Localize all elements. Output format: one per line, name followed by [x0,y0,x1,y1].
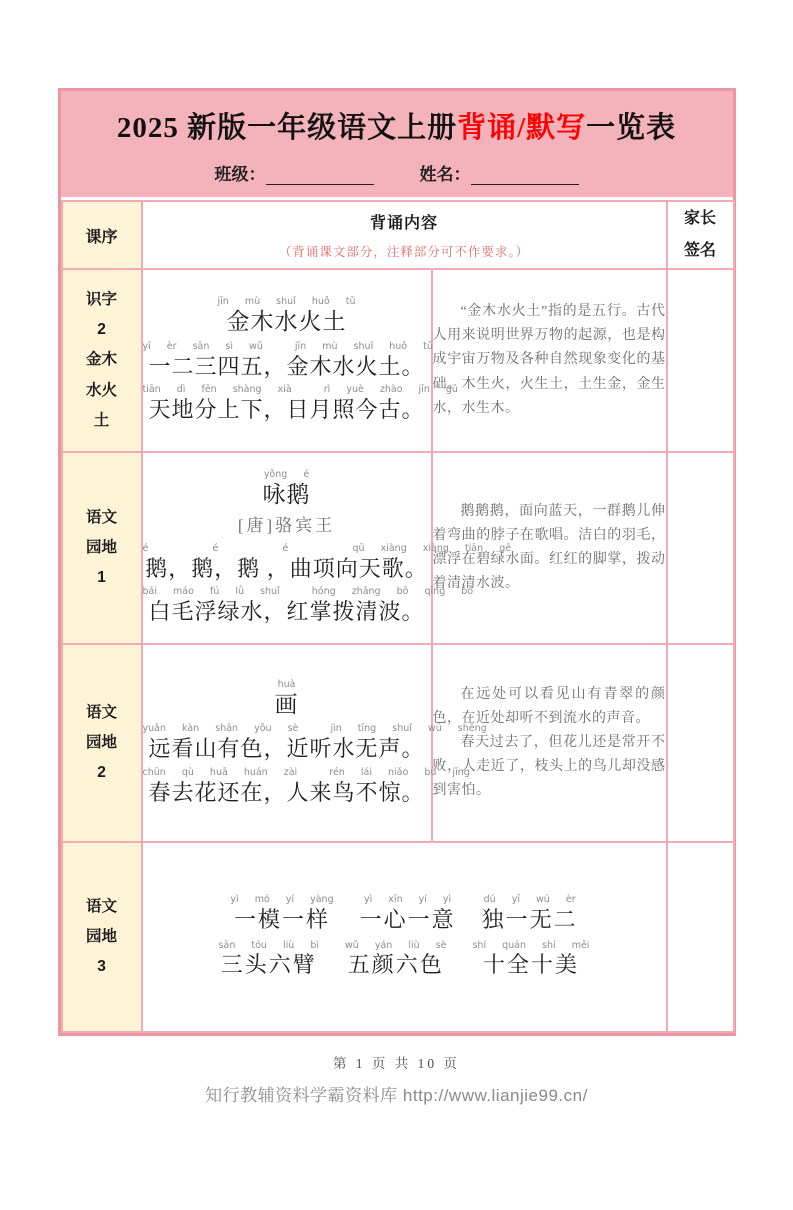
parent-sign-label-line1: 家长 [684,210,717,227]
lesson-label-line: 金木 [85,351,117,369]
annotation-paragraph: 鹅鹅鹅，面向蓝天，一群鹅儿伸着弯曲的脖子在歌唱。洁白的羽毛，漂浮在碧绿水面。红红的脚掌，拨动着清清水波。 [432,503,666,592]
class-name-line [61,160,733,185]
pinyin-text: yì xīn yí yì [364,894,452,906]
pinyin-text: é é é qū xiàng xiàng tiān gē [142,543,512,555]
annotation-paragraph: 春天过去了，但花儿还是常开不败，人走近了，枝头上的鸟儿却没感到害怕。 [432,734,666,799]
name-label: 姓名： [419,165,471,184]
table-header-row [62,201,734,269]
table-row [62,644,734,842]
annotation-paragraph: 在远处可以看见山有青翠的颜色，在近处却听不到流水的声音。 [432,686,666,726]
poem-line [143,941,666,979]
hanzi-text: 天地分上下，日月照今古。 [148,397,425,423]
poem-line [143,515,431,536]
idiom-group [345,941,446,979]
parent-signature-cell [667,269,734,452]
lesson-label-line: 土 [93,411,110,429]
column-header-content [142,201,667,269]
idiom-group [360,895,456,933]
page-number: 第 1 页 共 10 页 [332,1056,461,1071]
hanzi-text: 画 [274,691,299,717]
poem-line [143,470,431,510]
poem-line [142,586,474,625]
hanzi-text: 三头六臂 [220,952,317,978]
poem-line [143,342,431,380]
hanzi-text: 金木水火土 [226,309,347,335]
poem-line [142,723,487,762]
lesson-label-line: 水火 [85,381,117,399]
column-header-lesson: 课序 [62,201,142,269]
lesson-label-line: 2 [97,321,106,339]
idiom-group [472,941,589,979]
recitation-content-cell [142,269,458,452]
hanzi-text: 春去花还在，人来鸟不惊。 [148,779,425,805]
poem-line [142,766,470,806]
name-blank-field [471,169,579,185]
table-row [62,452,734,644]
page-title-highlight: 背诵/默写 [457,112,587,144]
poem-line [143,895,666,933]
poem-line [142,543,512,582]
hanzi-text: [唐]骆宾王 [237,515,336,535]
hanzi-text: 一二三四五，金木水火土。 [148,353,425,379]
page-footer [0,1052,793,1106]
parent-signature-cell [667,644,734,842]
source-site-link[interactable]: 知行教辅资料学霸资料库 http://www.lianjie99.cn/ [205,1086,588,1105]
lesson-label-cell [62,644,142,842]
lesson-label-line: 识字 [85,290,117,308]
parent-sign-label-line2: 签名 [684,242,717,259]
poem-line [143,680,431,720]
lesson-label-line: 语文 [85,897,117,915]
pinyin-text: yì mó yí yàng [230,894,334,906]
hanzi-text: 一心一意 [359,907,456,932]
pinyin-text: huà [277,678,296,690]
page-title [61,105,733,146]
pinyin-text: yuǎn kàn shān yǒu sè jìn tīng shuǐ wú shēng [142,723,487,735]
table-row [62,842,734,1032]
pinyin-text: dú yī wú èr [483,894,576,906]
pinyin-text: bái máo fú lǜ shuǐ hóng zhǎng bō qīng bō [142,586,474,598]
annotation-cell [432,269,667,452]
idiom-group [482,895,578,933]
lesson-label-cell [62,452,142,644]
pinyin-text: wǔ yán liù sè [345,939,447,951]
recitation-table [61,200,735,1033]
table-row [62,269,734,452]
poem-line [143,297,431,337]
hanzi-text: 一模一样 [233,907,330,932]
lesson-label-line: 园地 [85,733,117,751]
hanzi-text: 五颜六色 [347,952,444,978]
pinyin-text: yī èr sān sì wǔ jīn mù shuǐ huǒ tǔ [142,340,433,352]
pinyin-text: shí quán shí měi [472,939,590,951]
hanzi-text: 独一无二 [481,907,578,932]
lesson-label-cell [62,842,142,1032]
pinyin-text: yǒng é [263,469,310,481]
recitation-content-cell [142,842,667,1032]
title-banner [61,91,733,200]
pinyin-text: sān tóu liù bì [218,939,319,951]
hanzi-text: 白毛浮绿水，红掌拨清波。 [148,599,425,625]
class-blank-field [266,169,374,185]
idiom-group [219,941,319,979]
lesson-label-cell [62,269,142,452]
poem-line [142,384,458,423]
annotation-paragraph: “金木水火土”指的是五行。古代人用来说明世界万物的起源，也是构成宇宙万物及各种自然现象变化的基础。木生火，火生土，土生金，金生水，水生木。 [432,304,666,416]
hanzi-text: 远看山有色，近听水无声。 [148,736,425,762]
idiom-group [230,895,333,933]
pinyin-text: tiān dì fēn shàng xià rì yuè zhào jīn gǔ [142,384,458,396]
annotation-cell [432,644,667,842]
content-header-label: 背诵内容 [370,215,439,232]
annotation-cell [432,452,667,644]
page-title-prefix: 2025 新版一年级语文上册 [116,112,458,144]
lesson-label-line: 语文 [85,508,117,526]
hanzi-text: 鹅，鹅，鹅 ，曲项向天歌。 [145,555,428,581]
pinyin-text: jīn mù shuǐ huǒ tǔ [217,296,356,308]
lesson-label-line: 园地 [85,927,117,945]
lesson-label-line: 语文 [85,703,117,721]
lesson-label-line: 园地 [85,538,117,556]
lesson-label-line: 3 [97,958,106,976]
parent-signature-cell [667,842,734,1032]
hanzi-text: 十全十美 [482,952,579,978]
recitation-content-cell [142,644,487,842]
lesson-label-line: 2 [97,764,106,782]
page-title-suffix: 一览表 [586,112,677,144]
parent-signature-cell [667,452,734,644]
hanzi-text: 咏鹅 [262,482,311,508]
pinyin-text: chūn qù huā huán zài rén lái niǎo bù jīng [142,766,470,778]
class-label: 班级： [214,165,266,184]
lesson-label-line: 1 [97,569,106,587]
column-header-parent-sign [667,201,734,269]
worksheet [58,88,736,1036]
content-header-note: （背诵课文部分，注释部分可不作要求。） [278,245,530,259]
recitation-content-cell [142,452,512,644]
